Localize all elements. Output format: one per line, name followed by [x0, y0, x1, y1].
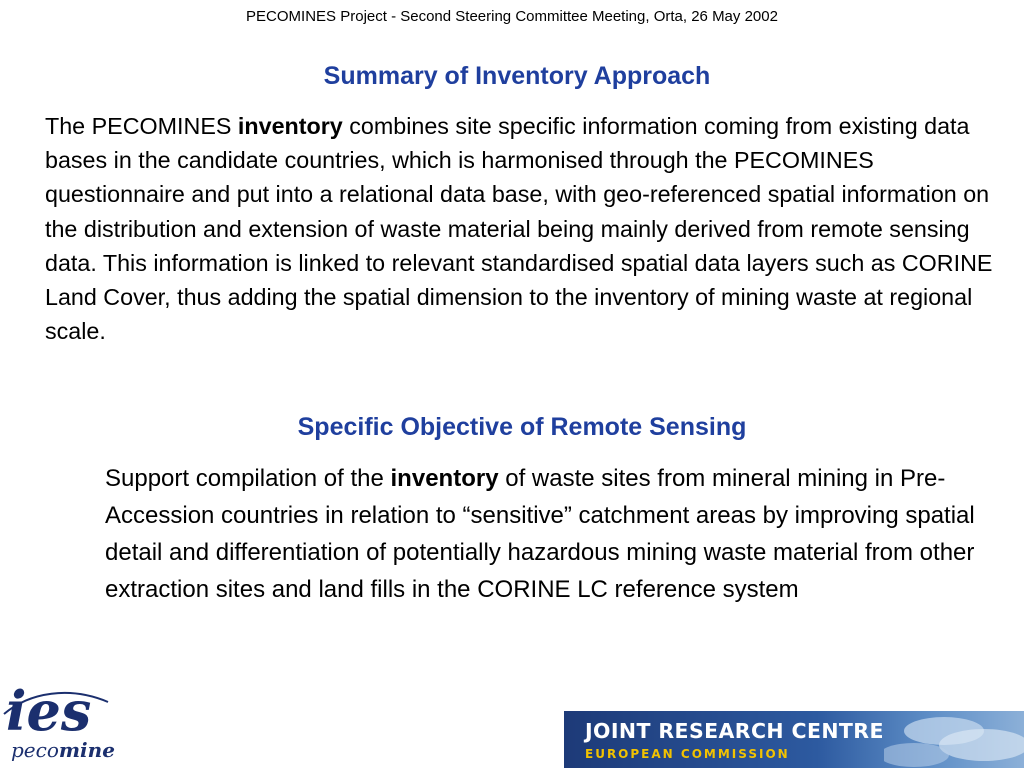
section-title-inventory-approach: Summary of Inventory Approach: [323, 62, 711, 90]
objective-bold-term: inventory: [390, 465, 499, 492]
pecomine-suffix: mine: [58, 738, 115, 762]
objective-text-end: of waste sites from mineral mining in Pre-Accession countries in relation to “sensitive” catchment areas by improving spatial detail and differentiation of potentially hazardous mining waste material from other extraction sites and land fills in the CORINE LC reference system: [105, 465, 975, 603]
cloud-icon: [884, 711, 1024, 768]
paragraph-text-start: The PECOMINES: [45, 113, 238, 139]
ies-logo-text: ies: [6, 679, 92, 743]
paragraph-bold-term: inventory: [237, 113, 343, 139]
jrc-title: JOINT RESEARCH CENTRE: [585, 719, 884, 743]
inventory-approach-paragraph: [45, 109, 1005, 348]
pecomine-logo: [11, 738, 115, 762]
remote-sensing-objective-paragraph: [105, 460, 995, 608]
section-title-remote-sensing: Specific Objective of Remote Sensing: [297, 413, 747, 441]
jrc-banner-logo: [564, 711, 1024, 768]
pecomine-prefix: peco: [11, 738, 59, 762]
paragraph-text-end: combines site specific information coming from existing data bases in the candidate countries, which is harmonised through the PECOMINES questionnaire and put into a relational data base, with geo-referenced spatial information on the distribution and extension of waste material being mainly derived from remote sensing data. This information is linked to relevant standardised spatial data layers such as CORINE Land Cover, thus adding the spatial dimension to the inventory of mining waste at regional scale.: [45, 113, 993, 345]
slide-header: PECOMINES Project - Second Steering Committee Meeting, Orta, 26 May 2002: [246, 8, 778, 25]
objective-text-start: Support compilation of the: [105, 465, 391, 492]
jrc-subtitle: EUROPEAN COMMISSION: [585, 747, 790, 761]
